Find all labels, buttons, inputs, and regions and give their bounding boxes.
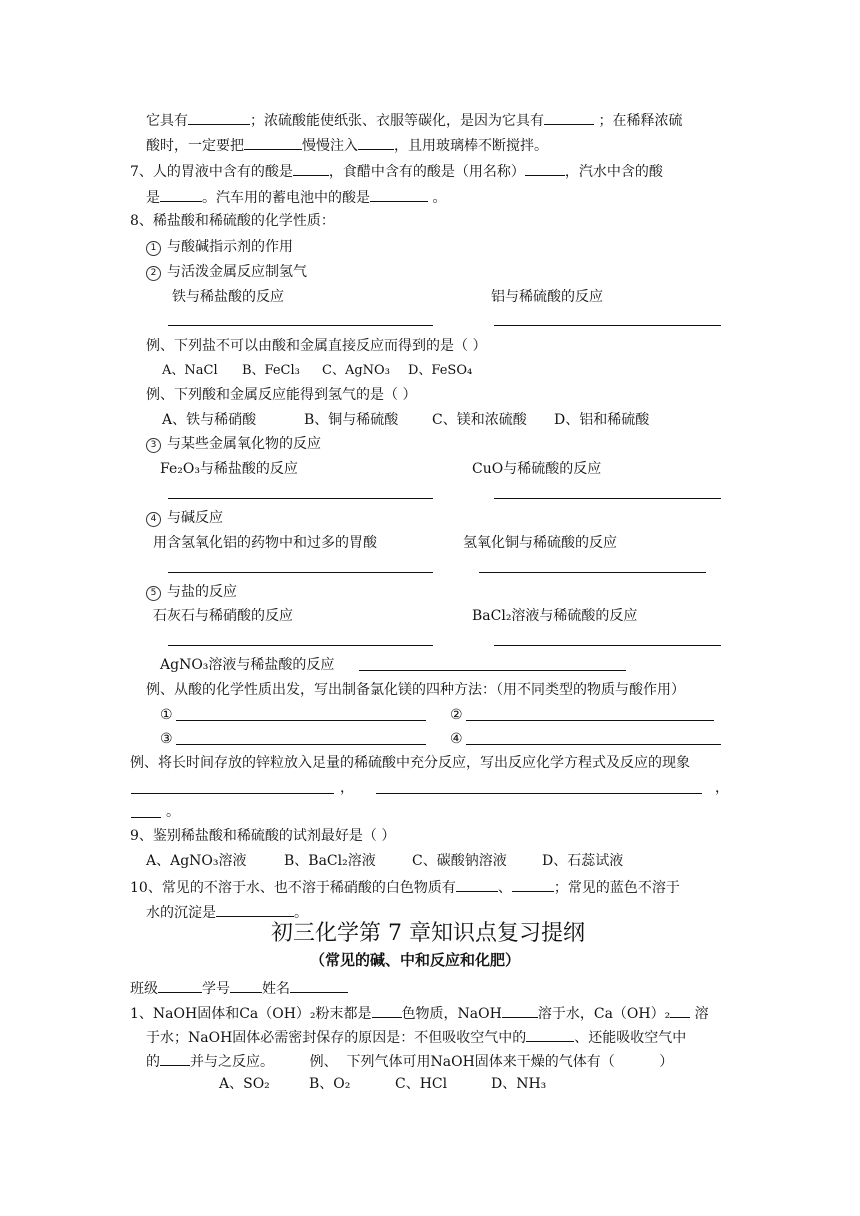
text: 与某些金属氧化物的反应 xyxy=(167,436,321,452)
fill-blank[interactable] xyxy=(512,877,554,892)
text: 于水；NaOH固体必需密封保存的原因是：不但吸收空气中的 xyxy=(146,1030,527,1046)
options-row xyxy=(162,411,664,429)
question-1-cont xyxy=(146,1051,673,1071)
text: 它具有 xyxy=(146,113,188,129)
text: ，且用玻璃棒不断搅拌。 xyxy=(394,138,548,154)
method-marker: ② xyxy=(450,707,463,723)
reaction-label: BaCl₂溶液与稀硫酸的反应 xyxy=(472,608,638,624)
options-row xyxy=(146,852,642,870)
text: 慢慢注入 xyxy=(302,138,358,154)
option[interactable]: A、铁与稀硝酸 xyxy=(162,412,257,428)
options-row xyxy=(219,1075,561,1093)
reaction-label: 铁与稀盐酸的反应 xyxy=(172,289,284,305)
answer-line[interactable] xyxy=(479,572,706,573)
property-item xyxy=(146,263,307,281)
fill-blank[interactable] xyxy=(670,1003,690,1018)
answer-line[interactable] xyxy=(168,325,433,326)
option[interactable]: C、AgNO₃ xyxy=(322,363,390,378)
text: 水的沉淀是 xyxy=(146,905,216,921)
method-marker: ① xyxy=(160,707,173,723)
student-info-form xyxy=(130,978,348,998)
answer-line[interactable] xyxy=(168,645,433,646)
property-item xyxy=(146,509,223,527)
question-10-cont xyxy=(146,902,308,922)
text: 与碱反应 xyxy=(167,510,223,526)
fill-blank[interactable] xyxy=(293,161,329,176)
punctuation: ， xyxy=(340,780,354,796)
student-id-label: 学号 xyxy=(202,981,230,997)
option[interactable]: D、铝和稀硫酸 xyxy=(554,412,650,428)
chapter-subtitle: （常见的碱、中和反应和化肥） xyxy=(310,951,521,969)
reaction-label: Fe₂O₃与稀盐酸的反应 xyxy=(160,461,298,477)
text: ；在稀释浓硫 xyxy=(594,113,683,129)
question-1-cont xyxy=(146,1027,686,1047)
option[interactable]: C、镁和浓硫酸 xyxy=(432,412,527,428)
fill-blank[interactable] xyxy=(525,161,565,176)
fill-blank[interactable] xyxy=(372,1003,402,1018)
text: 。 xyxy=(428,190,447,206)
method-marker: ③ xyxy=(160,731,173,747)
student-id-field[interactable] xyxy=(230,978,262,993)
text: 、 xyxy=(497,880,512,896)
fill-blank[interactable] xyxy=(502,1003,538,1018)
name-label: 姓名 xyxy=(262,981,290,997)
answer-line[interactable] xyxy=(376,793,702,794)
answer-line[interactable] xyxy=(168,498,433,499)
text: ，食醋中含有的酸是（用名称） xyxy=(328,164,525,180)
fill-blank[interactable] xyxy=(244,135,302,150)
example-question: 例、下列酸和金属反应能得到氢气的是（ ） xyxy=(146,387,417,403)
option[interactable]: A、SO₂ xyxy=(219,1076,270,1092)
property-item xyxy=(146,583,237,601)
fill-blank[interactable] xyxy=(544,110,594,125)
circled-number-icon: 2 xyxy=(146,266,161,281)
answer-line[interactable] xyxy=(131,817,161,818)
answer-line[interactable] xyxy=(466,720,714,721)
text: 的 xyxy=(146,1054,160,1070)
option[interactable]: C、HCl xyxy=(395,1076,448,1092)
option[interactable]: B、FeCl₃ xyxy=(242,363,300,378)
option[interactable]: A、NaCl xyxy=(162,363,218,378)
class-label: 班级 xyxy=(130,981,158,997)
question-10 xyxy=(130,877,680,897)
option[interactable]: B、O₂ xyxy=(309,1076,351,1092)
text-line xyxy=(130,161,663,181)
fill-blank[interactable] xyxy=(526,1027,574,1042)
option[interactable]: B、铜与稀硫酸 xyxy=(304,412,399,428)
text: 。 xyxy=(294,905,308,921)
reaction-label: 石灰石与稀硝酸的反应 xyxy=(153,608,293,624)
text: 7、人的胃液中含有的酸是 xyxy=(130,164,293,180)
text: 与盐的反应 xyxy=(167,584,237,600)
fill-blank[interactable] xyxy=(160,1051,190,1066)
reaction-label: AgNO₃溶液与稀盐酸的反应 xyxy=(160,657,335,673)
fill-blank[interactable] xyxy=(216,902,294,917)
fill-blank[interactable] xyxy=(188,110,250,125)
option[interactable]: C、碳酸钠溶液 xyxy=(412,853,507,869)
text-line xyxy=(146,110,682,130)
text-line xyxy=(146,135,548,155)
circled-number-icon: 4 xyxy=(146,512,161,527)
text: 溶于水，Ca（OH）₂ xyxy=(537,1006,671,1022)
property-item xyxy=(146,435,321,453)
example-question: 例、从酸的化学性质出发，写出制备氯化镁的四种方法：（用不同类型的物质与酸作用） xyxy=(146,682,685,698)
property-item xyxy=(146,238,293,256)
example-question: 例、下列盐不可以由酸和金属直接反应而得到的是（ ） xyxy=(146,338,487,354)
class-field[interactable] xyxy=(158,978,202,993)
text: 色物质，NaOH xyxy=(401,1006,502,1022)
answer-line[interactable] xyxy=(176,744,426,745)
answer-line[interactable] xyxy=(466,744,721,745)
text: ，汽水中含的酸 xyxy=(564,164,663,180)
reaction-label: 铝与稀硫酸的反应 xyxy=(491,289,603,305)
text: 。汽车用的蓄电池中的酸是 xyxy=(202,190,370,206)
option[interactable]: B、BaCl₂溶液 xyxy=(284,853,376,869)
fill-blank[interactable] xyxy=(160,187,202,202)
answer-line[interactable] xyxy=(176,720,426,721)
question-9: 9、鉴别稀盐酸和稀硫酸的试剂最好是（ ） xyxy=(130,828,396,844)
text: ；常见的蓝色不溶于 xyxy=(553,880,680,896)
reaction-label: 用含氢氧化铝的药物中和过多的胃酸 xyxy=(153,535,377,551)
method-marker: ④ xyxy=(450,731,463,747)
answer-line[interactable] xyxy=(494,645,721,646)
option[interactable]: D、NH₃ xyxy=(491,1076,547,1092)
reaction-label: CuO与稀硫酸的反应 xyxy=(472,461,602,477)
name-field[interactable] xyxy=(290,978,348,993)
text: ；浓硫酸能使纸张、衣服等碳化，是因为它具有 xyxy=(250,113,544,129)
answer-line[interactable] xyxy=(168,572,433,573)
text: 是 xyxy=(146,190,160,206)
punctuation: ， xyxy=(715,780,729,796)
fill-blank[interactable] xyxy=(358,135,394,150)
answer-line[interactable] xyxy=(131,793,334,794)
section-heading: 8、稀盐酸和稀硫酸的化学性质： xyxy=(130,213,335,229)
reaction-label: 氢氧化铜与稀硫酸的反应 xyxy=(463,535,617,551)
option[interactable]: D、FeSO₄ xyxy=(408,363,473,378)
text: 与酸碱指示剂的作用 xyxy=(167,239,293,255)
circled-number-icon: 1 xyxy=(146,241,161,256)
text: 10、常见的不溶于水、也不溶于稀硝酸的白色物质有 xyxy=(130,880,456,896)
fill-blank[interactable] xyxy=(456,877,498,892)
circled-number-icon: 5 xyxy=(146,586,161,601)
option[interactable]: D、石蕊试液 xyxy=(542,853,624,869)
answer-line[interactable] xyxy=(494,325,721,326)
text-line xyxy=(146,187,446,207)
options-row xyxy=(162,362,488,380)
text: 并与之反应。 例、 下列气体可用NaOH固体来干燥的气体有（ ） xyxy=(190,1054,674,1070)
text: 溶 xyxy=(690,1006,709,1022)
question-1 xyxy=(130,1003,709,1023)
chapter-title: 初三化学第 7 章知识点复习提纲 xyxy=(271,921,585,946)
circled-number-icon: 3 xyxy=(146,438,161,453)
answer-line[interactable] xyxy=(494,498,721,499)
text: 与活泼金属反应制氢气 xyxy=(167,264,307,280)
text: 酸时，一定要把 xyxy=(146,138,244,154)
option[interactable]: A、AgNO₃溶液 xyxy=(146,853,247,869)
punctuation: 。 xyxy=(166,804,180,820)
fill-blank[interactable] xyxy=(370,187,428,202)
text: 、还能吸收空气中 xyxy=(574,1030,687,1046)
text: 1、NaOH固体和Ca（OH）₂粉末都是 xyxy=(130,1006,372,1022)
example-question: 例、将长时间存放的锌粒放入足量的稀硫酸中充分反应，写出反应化学方程式及反应的现象 xyxy=(130,755,690,771)
answer-line[interactable] xyxy=(359,670,626,671)
